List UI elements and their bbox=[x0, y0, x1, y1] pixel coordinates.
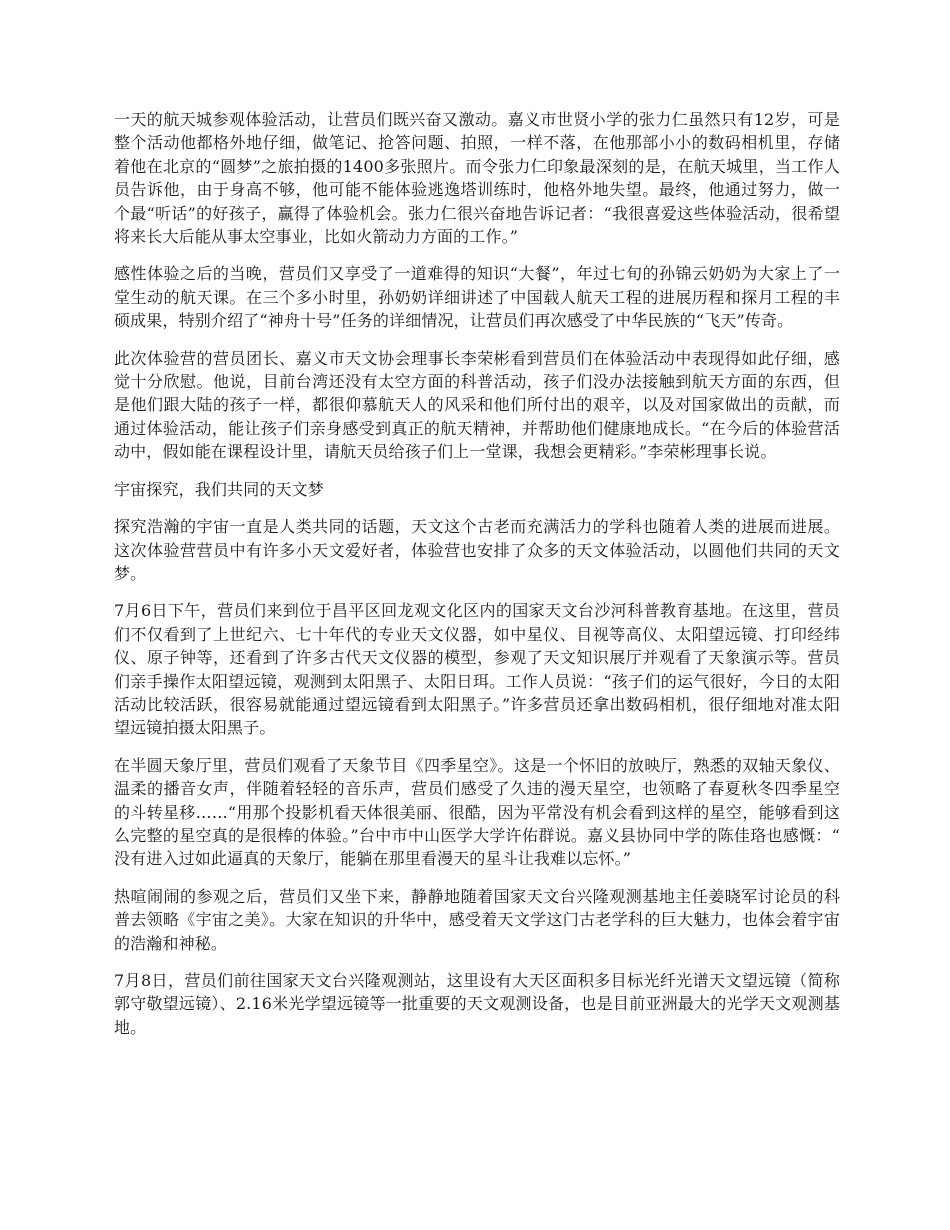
section-heading: 宇宙探究，我们共同的天文梦 bbox=[114, 479, 324, 499]
document-body bbox=[114, 108, 840, 1053]
paragraph-planetarium: 在半圆天象厅里，营员们观看了天象节目《四季星空》。这是一个怀旧的放映厅，熟悉的双轴天象仪、温柔的播音女声，伴随着轻轻的音乐声，营员们感受了久违的漫天星空，也领略了春夏秋冬四季星空的斗转星移……“用那个投影机看天体很美丽、很酷，因为平常没有机会看到这样的星空，能够看到这么完整的星空真的是很棒的体验。”台中市中山医学大学许佑群说。嘉义县协同中学的陈佳珞也感慨：“没有进入过如此逼真的天象厅，能躺在那里看漫天的星斗让我难以忘怀。” bbox=[114, 755, 840, 869]
paragraph-team-leader-remarks: 此次体验营的营员团长、嘉义市天文协会理事长李荣彬看到营员们在体验活动中表现得如此仔细，感觉十分欣慰。他说，目前台湾还没有太空方面的科普活动，孩子们没办法接触到航天方面的东西，但是他们跟大陆的孩子一样，都很仰慕航天人的风采和他们所付出的艰辛，以及对国家做出的贡献，而通过体验活动，能让孩子们亲身感受到真正的航天精神，并帮助他们健康地成长。“在今后的体验营活动中，假如能在课程设计里，请航天员给孩子们上一堂课，我想会更精彩。”李荣彬理事长说。 bbox=[114, 348, 840, 462]
paragraph-xinglong-station: 7月8日，营员们前往国家天文台兴隆观测站，这里设有大天区面积多目标光纤光谱天文望远镜（简称郭守敬望远镜）、2.16米光学望远镜等一批重要的天文观测设备，也是目前亚洲最大的光学天文观测基地。 bbox=[114, 971, 840, 1037]
paragraph-space-lecture: 感性体验之后的当晚，营员们又享受了一道难得的知识“大餐”，年过七旬的孙锦云奶奶为大家上了一堂生动的航天课。在三个多小时里，孙奶奶详细讲述了中国载人航天工程的进展历程和探月工程的丰硕成果，特别介绍了“神舟十号”任务的详细情况，让营员们再次感受了中华民族的“飞天”传奇。 bbox=[114, 264, 840, 331]
paragraph-shahe-base-visit: 7月6日下午，营员们来到位于昌平区回龙观文化区内的国家天文台沙河科普教育基地。在这里，营员们不仅看到了上世纪六、七十年代的专业天文仪器，如中星仪、目视等高仪、太阳望远镜、打印经纬仪、原子钟等，还看到了许多古代天文仪器的模型，参观了天文知识展厅并观看了天象演示等。营员们亲手操作太阳望远镜，观测到太阳黑子、太阳日珥。工作人员说：“孩子们的运气很好，今日的太阳活动比较活跃，很容易就能通过望远镜看到太阳黑子。”许多营员还拿出数码相机，很仔细地对准太阳望远镜拍摄太阳黑子。 bbox=[114, 601, 840, 738]
paragraph-space-city-visit: 一天的航天城参观体验活动，让营员们既兴奋又激动。嘉义市世贤小学的张力仁虽然只有12岁，可是整个活动他都格外地仔细，做笔记、抢答问题、拍照，一样不落，在他那部小小的数码相机里，存储着他在北京的“圆梦”之旅拍摄的1400多张照片。而令张力仁印象最深刻的是，在航天城里，当工作人员告诉他，由于身高不够，他可能不能体验逃逸塔训练时，他格外地失望。最终，他通过努力，做一个最“听话”的好孩子，赢得了体验机会。张力仁很兴奋地告诉记者：“我很喜爱这些体验活动，很希望将来长大后能从事太空事业，比如火箭动力方面的工作。” bbox=[114, 110, 840, 247]
paragraph-lecture-beauty-of-universe: 热喧闹闹的参观之后，营员们又坐下来，静静地随着国家天文台兴隆观测基地主任姜晓军讨论员的科普去领略《宇宙之美》。大家在知识的升华中，感受着天文学这门古老学科的巨大魅力，也体会着宇宙的浩瀚和神秘。 bbox=[114, 886, 840, 953]
paragraph-astronomy-intro: 探究浩瀚的宇宙一直是人类共同的话题，天文这个古老而充满活力的学科也随着人类的进展而进展。这次体验营营员中有许多小天文爱好者，体验营也安排了众多的天文体验活动，以圆他们共同的天文梦。 bbox=[114, 517, 840, 583]
